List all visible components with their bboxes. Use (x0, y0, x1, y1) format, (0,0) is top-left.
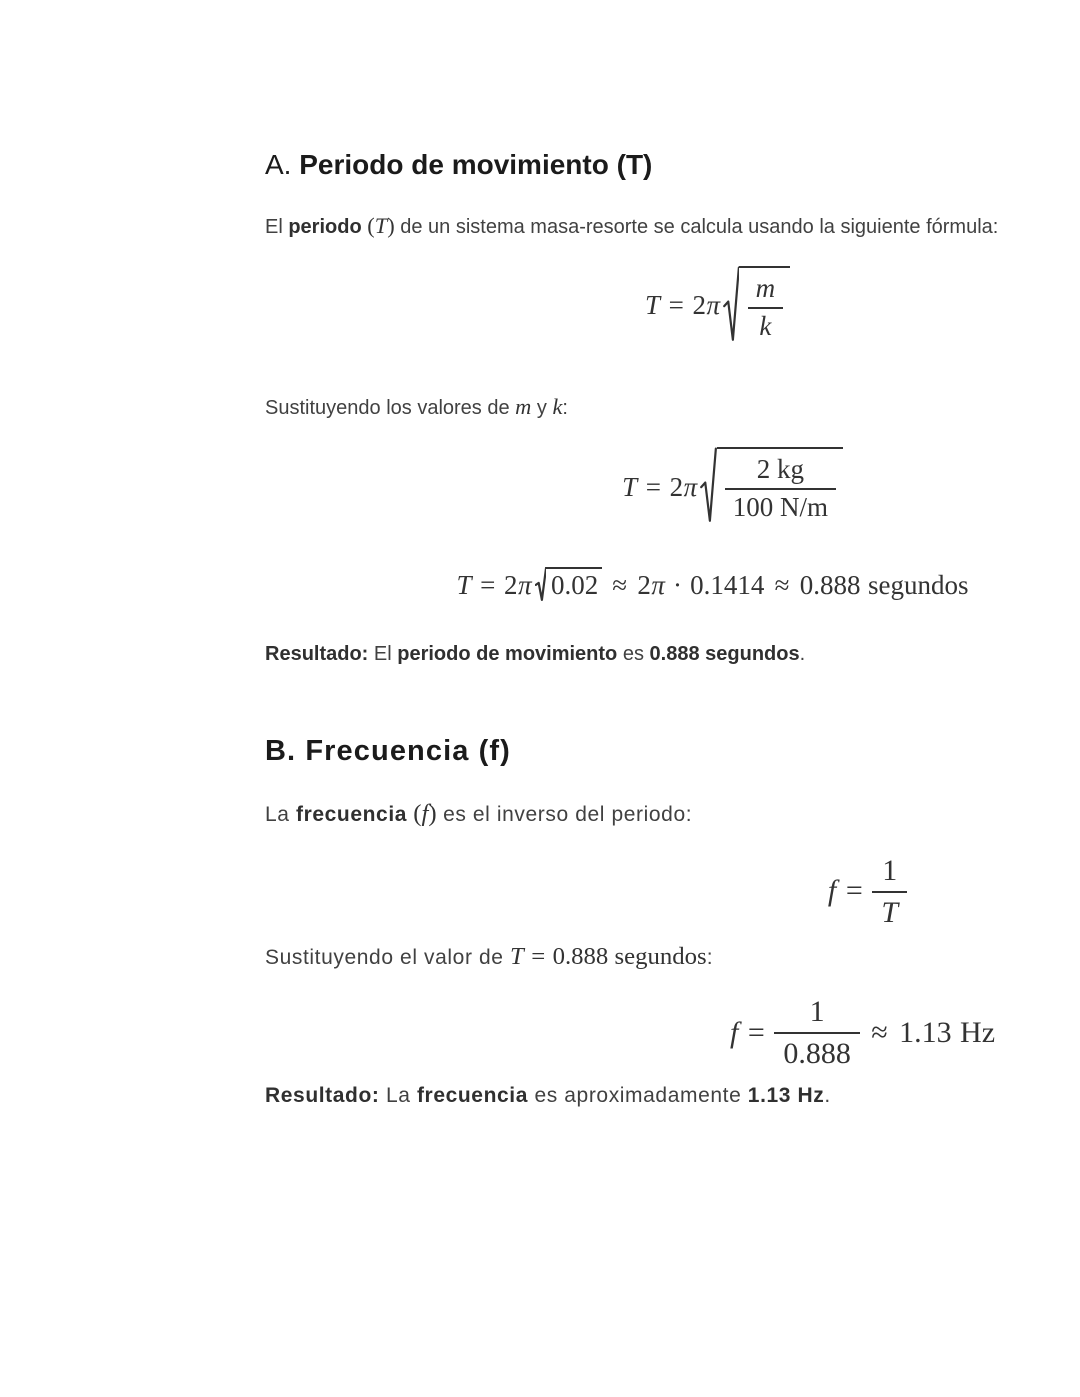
text-run: Sustituyendo el valor de (265, 946, 510, 970)
radical-sign-icon (535, 567, 546, 602)
fraction (725, 453, 836, 525)
math-var-f: f (729, 1015, 739, 1049)
formula-frequency (265, 852, 1060, 932)
bold-term: periodo de movimiento (397, 643, 618, 666)
math-var-T: T (374, 212, 388, 238)
formula-row (622, 448, 843, 526)
equals-sign: = (480, 569, 496, 600)
text-run: es aproximadamente (528, 1083, 748, 1107)
math-unit: Hz (960, 1015, 996, 1049)
heading-b-title: Frecuencia (f) (305, 735, 511, 768)
pi-symbol: π (683, 471, 698, 502)
bold-term: frecuencia (416, 1083, 529, 1107)
formula-row (730, 993, 995, 1073)
text-run: . (824, 1083, 831, 1107)
equals-sign: = (747, 1015, 765, 1049)
pi-symbol: π (651, 569, 665, 600)
text-run: El (265, 215, 289, 238)
square-root (723, 266, 790, 344)
text-run: : (562, 396, 568, 419)
equals-sign: = (668, 290, 684, 321)
radicand (739, 266, 790, 344)
substitute-paragraph-a (265, 391, 1060, 422)
intro-paragraph-a (265, 210, 1060, 241)
math-close-paren: ) (428, 799, 437, 827)
section-a-heading (265, 146, 1060, 184)
formula-row (457, 568, 969, 603)
math-coefficient: 2 (669, 471, 684, 502)
formula-substituted (265, 448, 1060, 526)
equals-sign: = (845, 874, 863, 908)
text-run: La (265, 802, 296, 826)
math-value: 0.1414 (690, 569, 765, 600)
text-run: y (531, 396, 553, 419)
square-root (700, 447, 842, 525)
fraction-numerator: 2 kg (756, 453, 805, 484)
fraction-numerator: m (755, 272, 776, 303)
approx-sign: ≈ (612, 569, 628, 600)
math-var-T: T (622, 471, 638, 502)
equals-sign: = (531, 943, 546, 971)
text-run: La (379, 1083, 417, 1107)
math-var-T: T (509, 943, 524, 971)
heading-a-title: Periodo de movimiento (T) (299, 149, 653, 180)
formula-expanded (265, 568, 1060, 603)
formula-row (645, 267, 790, 345)
intro-paragraph-b (265, 796, 1060, 832)
text-run: de un sistema masa-resorte se calcula usando la siguiente fórmula: (394, 215, 999, 238)
math-var-f: f (827, 874, 837, 908)
math-coefficient: 2 (637, 569, 651, 600)
math-var-k: k (552, 393, 563, 419)
math-value: 1.13 (899, 1015, 952, 1049)
math-var-T: T (456, 569, 472, 600)
math-open-paren: ( (407, 799, 422, 827)
heading-b-prefix: B. (265, 735, 306, 768)
result-label: Resultado: (265, 643, 369, 666)
bold-value: 1.13 Hz (747, 1083, 825, 1107)
radicand: 0.02 (546, 567, 602, 602)
fraction-denominator: k (748, 307, 784, 344)
math-coefficient: 2 (692, 290, 706, 321)
approx-sign: ≈ (871, 1015, 888, 1049)
bold-value: 0.888 segundos (649, 643, 800, 666)
heading-a-prefix: A. (265, 149, 300, 180)
text-run: es (617, 643, 650, 666)
substitute-paragraph-b (265, 939, 1060, 975)
fraction-numerator: 1 (809, 995, 825, 1029)
section-frequency (265, 732, 1060, 1111)
math-var-f: f (421, 799, 429, 827)
result-paragraph-b (265, 1081, 1060, 1111)
math-close-paren: ) (387, 212, 395, 238)
math-open-paren: ( (361, 212, 375, 238)
formula-row (828, 852, 907, 932)
text-run: Sustituyendo los valores de (265, 396, 516, 419)
formula-period (265, 267, 1060, 345)
text-run: es el inverso del periodo: (436, 802, 693, 826)
fraction-denominator: 0.888 (774, 1032, 860, 1072)
pi-symbol: π (518, 569, 532, 600)
math-unit: segundos (614, 943, 707, 971)
text-run: . (799, 643, 806, 666)
math-unit: segundos (867, 569, 969, 600)
bold-term: frecuencia (296, 802, 408, 826)
fraction (774, 993, 860, 1073)
approx-sign: ≈ (774, 569, 790, 600)
section-b-heading (265, 732, 1060, 771)
text-run: El (368, 643, 398, 666)
text-run: : (706, 946, 714, 970)
math-coefficient: 2 (504, 569, 518, 600)
math-value: 0.888 (799, 569, 861, 600)
fraction-denominator: T (872, 891, 907, 931)
square-root (535, 567, 602, 602)
result-paragraph-a (265, 640, 1060, 668)
math-value: 0.888 (552, 943, 609, 971)
section-period (265, 146, 1060, 668)
fraction-numerator: 1 (882, 853, 898, 887)
fraction (748, 272, 784, 344)
radical-sign-icon (700, 447, 716, 525)
fraction (872, 852, 907, 932)
equals-sign: = (645, 471, 661, 502)
math-var-m: m (515, 393, 532, 419)
pi-symbol: π (706, 290, 721, 321)
bold-term: periodo (288, 215, 362, 238)
result-label: Resultado: (265, 1083, 380, 1107)
multiply-dot: · (673, 569, 683, 600)
formula-frequency-value (265, 993, 1060, 1073)
math-var-T: T (644, 290, 661, 321)
radicand (717, 447, 843, 525)
fraction-denominator: 100 N/m (725, 488, 836, 525)
radical-sign-icon (723, 266, 739, 344)
